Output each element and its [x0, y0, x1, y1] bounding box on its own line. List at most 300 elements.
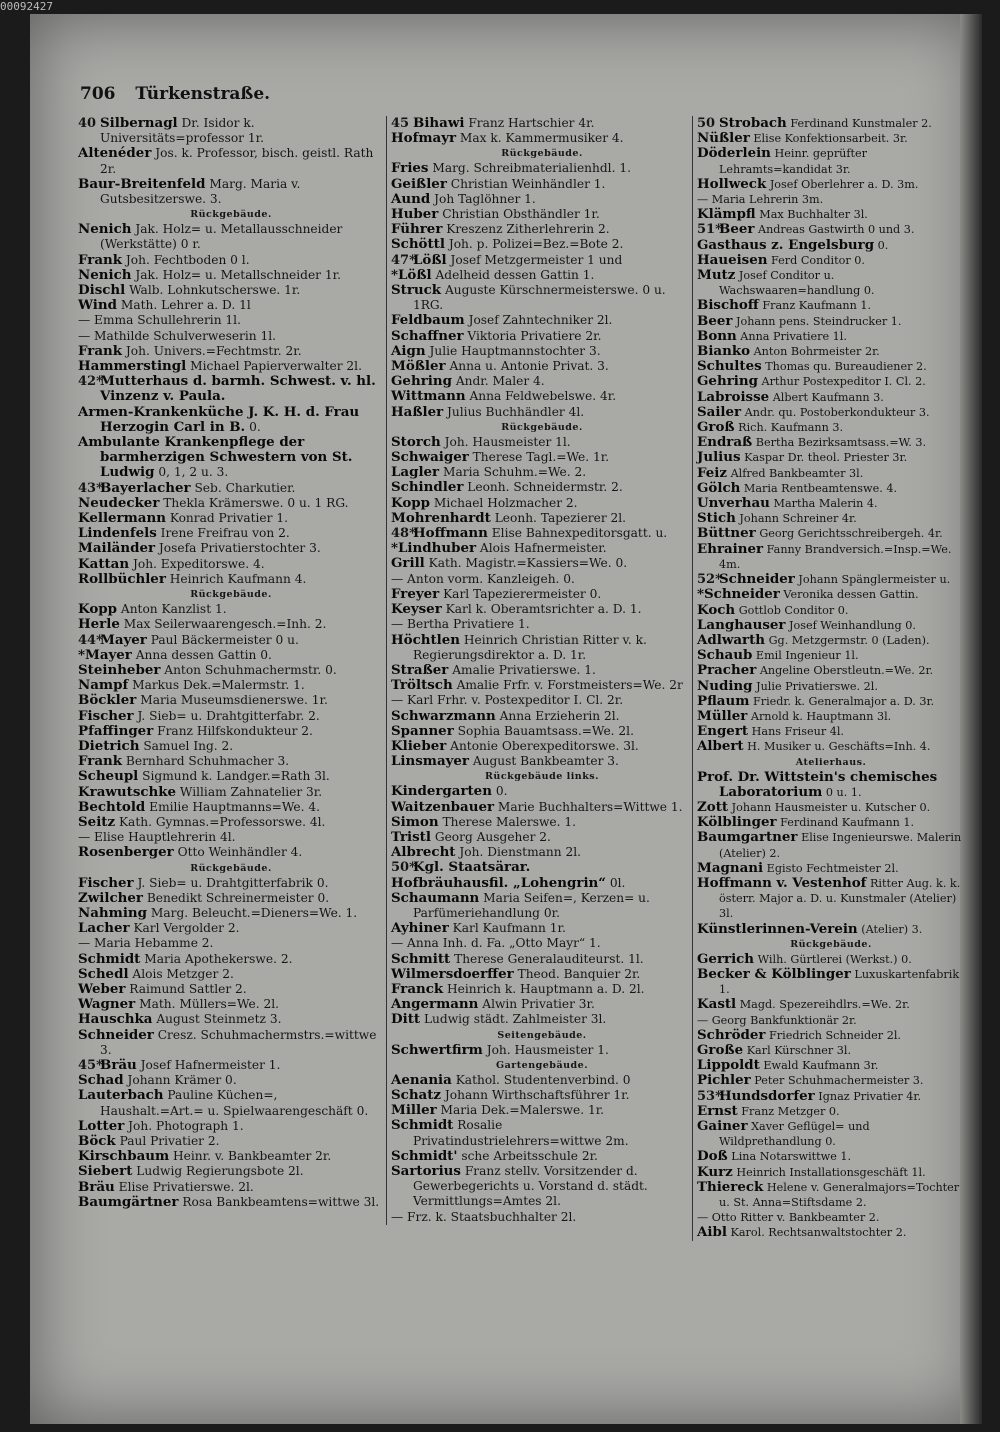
resident-details: Johann Wirthschaftsführer 1r. [444, 1087, 630, 1102]
directory-entry [391, 237, 693, 252]
directory-entry [697, 1073, 965, 1088]
directory-entry [697, 298, 965, 313]
directory-entry [391, 1103, 693, 1118]
resident-name: Hauschka [78, 1011, 153, 1028]
directory-entry [78, 906, 384, 921]
resident-name: Kurz [697, 1163, 733, 1180]
directory-entry [697, 450, 965, 465]
resident-name: Kirschbaum [78, 1148, 170, 1165]
resident-details: Joh Taglöhner 1. [434, 191, 536, 206]
directory-entry [391, 389, 693, 404]
house-number: 50* [391, 860, 416, 876]
directory-entry [391, 845, 693, 860]
resident-name: Miller [391, 1102, 437, 1119]
directory-entry [697, 1165, 965, 1180]
resident-details: Josef Metzgermeister 1 und [450, 252, 623, 267]
directory-entry [78, 1134, 384, 1149]
column-1 [78, 116, 384, 1210]
resident-name: Julius [697, 449, 741, 466]
resident-name: Ernst [697, 1102, 738, 1119]
resident-name: Gehring [391, 373, 452, 390]
resident-details: — Mathilde Schulverweserin 1l. [78, 328, 277, 343]
resident-name: Mutterhaus d. barmh. Schwest. v. hl. Vinzenz v. Paula. [100, 373, 376, 405]
directory-entry [697, 314, 965, 329]
resident-name: Mößler [391, 358, 446, 375]
directory-entry [697, 526, 965, 541]
directory-entry [697, 374, 965, 389]
resident-name: Wagner [78, 996, 136, 1013]
resident-details: Max Seilerwaarengesch.=Inh. 2. [123, 617, 327, 632]
directory-entry [78, 754, 384, 769]
resident-details: Markus Dek.=Malermstr. 1. [132, 678, 305, 693]
resident-details: Thomas qu. Bureaudiener 2. [765, 360, 927, 374]
resident-name: Pfaffinger [78, 722, 154, 739]
resident-details: Alois Hafnermeister. [479, 541, 607, 556]
column-3 [692, 116, 965, 1241]
resident-details: William Zahnatelier 3r. [179, 784, 323, 799]
directory-entry [391, 161, 693, 176]
resident-details: Josef Weinhandlung 0. [789, 618, 916, 632]
resident-name: Schwaiger [391, 449, 469, 466]
resident-details: Joh. Expeditorswe. 4. [132, 556, 265, 571]
resident-details: Ludwig städt. Zahlmeister 3l. [423, 1012, 607, 1027]
resident-name: Aenania [391, 1071, 452, 1088]
resident-details: Alwin Privatier 3r. [482, 997, 595, 1012]
directory-entry [78, 602, 384, 617]
resident-name: Neudecker [78, 494, 160, 511]
directory-entry [391, 283, 693, 313]
resident-details: Amalie Frfr. v. Forstmeisters=We. 2r [456, 678, 683, 693]
resident-details: Johann Spänglermeister u. [798, 573, 951, 587]
resident-name: Ditt [391, 1011, 421, 1028]
resident-details: Irene Freifrau von 2. [160, 526, 290, 541]
directory-entry [78, 541, 384, 556]
directory-entry [78, 283, 384, 298]
resident-details: Ignaz Privatier 4r. [818, 1089, 922, 1103]
resident-details: Helene v. Generalmajors=Tochter u. St. Anna=Stiftsdame 2. [719, 1180, 960, 1210]
resident-details: Karl Kürschner 3l. [746, 1043, 852, 1057]
page-number: 706 [80, 84, 116, 104]
resident-details: 0 u. 1. [825, 785, 862, 799]
directory-entry [391, 222, 693, 237]
resident-name: *Mayer [78, 646, 132, 663]
directory-entry [78, 921, 384, 936]
resident-name: Kopp [391, 494, 431, 511]
resident-details: Xaver Geflügel= und Wildprethandlung 0. [719, 1120, 870, 1149]
resident-details: Ewald Kaufmann 3r. [763, 1059, 879, 1073]
resident-name: Baumgartner [697, 829, 798, 846]
resident-name: Schindler [391, 479, 464, 496]
resident-details: Andr. qu. Postoberkondukteur 3. [744, 405, 930, 419]
resident-details: Karl Vergolder 2. [133, 921, 240, 936]
resident-details: — Maria Hebamme 2. [78, 936, 214, 951]
resident-name: Rollbüchler [78, 570, 166, 587]
resident-details: Viktoria Privatiere 2r. [467, 328, 602, 343]
resident-name: Groß [697, 419, 735, 436]
resident-name: Nenich [78, 221, 132, 238]
resident-details: Julie Privatierswe. 2l. [756, 679, 878, 693]
directory-entry [391, 663, 693, 678]
section-heading: Rückgebäude. [790, 938, 872, 950]
resident-name: Bihawi [413, 115, 465, 131]
resident-name: Langhauser [697, 616, 786, 633]
resident-name: Engert [697, 723, 749, 740]
resident-details: Anton Schuhmachermstr. 0. [164, 662, 337, 677]
resident-details: J. Sieb= u. Drahtgitterfabr. 2. [137, 708, 320, 723]
resident-details: Johann Krämer 0. [127, 1073, 237, 1088]
directory-entry [78, 481, 384, 496]
directory-entry [78, 1164, 384, 1179]
directory-entry [697, 770, 965, 800]
directory-entry [697, 1028, 965, 1043]
resident-name: Bischoff [697, 297, 759, 314]
resident-name: Kölblinger [697, 814, 777, 831]
directory-entry [391, 815, 693, 830]
directory-entry [391, 800, 693, 815]
resident-name: Struck [391, 282, 442, 299]
directory-entry [78, 1058, 384, 1073]
directory-entry [78, 253, 384, 268]
resident-details: Paul Bäckermeister 0 u. [150, 632, 299, 647]
directory-entry [391, 967, 693, 982]
resident-details: Kaspar Dr. theol. Priester 3r. [744, 451, 908, 465]
resident-name: Weber [78, 980, 126, 997]
resident-details: 0l. [609, 875, 626, 890]
resident-name: Zott [697, 798, 729, 815]
resident-details: Marg. Schreibmaterialienhdl. 1. [432, 161, 631, 176]
resident-details: Heinr. geprüfter Lehramts=kandidat 3r. [719, 147, 867, 176]
directory-entry [391, 511, 693, 526]
resident-name: Frank [78, 251, 123, 268]
street-title: Türkenstraße. [135, 84, 271, 104]
resident-details: Paul Privatier 2. [119, 1134, 220, 1148]
directory-entry [391, 374, 693, 389]
resident-name: Armen-Krankenküche J. K. H. d. Frau Herzogin Carl in B. [78, 403, 360, 435]
resident-details: Karol. Rechtsanwaltstochter 2. [730, 1226, 907, 1240]
directory-entry [697, 435, 965, 450]
resident-details: Bernhard Schuhmacher 3. [125, 754, 290, 769]
directory-entry [78, 1119, 384, 1134]
resident-details: Rosalie Privatindustrielehrers=wittwe 2m. [413, 1118, 629, 1148]
resident-details: Elise Konfektionsarbeit. 3r. [753, 132, 908, 146]
directory-entry [78, 374, 384, 404]
directory-entry [78, 557, 384, 572]
resident-name: Bonn [697, 327, 737, 344]
resident-details: Dr. Isidor k. Universitäts=professor 1r. [100, 116, 264, 146]
directory-entry [78, 405, 384, 435]
resident-name: Ehrainer [697, 540, 764, 557]
directory-entry [697, 724, 965, 739]
resident-details: Seb. Charkutier. [194, 480, 296, 495]
resident-details: Adelheid dessen Gattin 1. [435, 267, 595, 282]
section-heading: Gartengebäude. [496, 1059, 588, 1071]
resident-details: Anna dessen Gattin 0. [135, 647, 272, 662]
resident-name: Ambulante Krankenpflege der barmherzigen Schwestern von St. Ludwig [78, 434, 353, 481]
directory-entry [78, 329, 384, 344]
resident-details: Sigmund k. Landger.=Rath 3l. [142, 769, 330, 784]
resident-name: Geißler [391, 175, 447, 192]
resident-name: Nahming [78, 904, 148, 921]
resident-name: *Schneider [697, 586, 780, 603]
resident-name: Schad [78, 1072, 124, 1089]
resident-name: Sartorius [391, 1163, 461, 1179]
resident-name: Nüßler [697, 130, 750, 147]
resident-name: Schaffner [391, 327, 464, 344]
resident-name: Döderlein [697, 145, 771, 162]
directory-entry [78, 1180, 384, 1195]
house-number: 45 [391, 116, 410, 131]
resident-name: Rosenberger [78, 844, 174, 861]
resident-details: Sophia Bauamtsass.=We. 2l. [457, 723, 634, 738]
directory-entry [697, 1180, 965, 1210]
resident-details: Michael Holzmacher 2. [433, 495, 578, 510]
resident-name: Wilmersdoerffer [391, 965, 514, 982]
resident-name: Wind [78, 297, 117, 314]
resident-name: Spanner [391, 722, 454, 739]
resident-details: Joh. Hausmeister 1. [486, 1042, 609, 1057]
directory-entry [391, 1012, 693, 1027]
resident-details: Egisto Fechtmeister 2l. [766, 861, 899, 875]
directory-entry [391, 982, 693, 997]
resident-name: Gasthaus z. Engelsburg [697, 236, 875, 253]
resident-details: Hans Friseur 4l. [751, 725, 844, 739]
resident-name: Kellermann [78, 510, 166, 527]
directory-entry [697, 131, 965, 146]
directory-entry [78, 146, 384, 176]
directory-entry [391, 587, 693, 602]
resident-details: Samuel Ing. 2. [143, 738, 234, 753]
resident-details: Friedr. k. Generalmajor a. D. 3r. [752, 694, 935, 708]
section-heading: Rückgebäude links. [485, 771, 599, 783]
directory-entry [697, 253, 965, 268]
resident-details: Luxuskartenfabrik 1. [719, 967, 960, 997]
resident-name: Feiz [697, 464, 727, 481]
resident-details: Arnold k. Hauptmann 3l. [750, 709, 892, 723]
directory-entry [78, 344, 384, 359]
resident-name: Freyer [391, 585, 440, 602]
resident-details: Pauline Küchen=, Haushalt.=Art.= u. Spielwaarengeschäft 0. [100, 1088, 369, 1118]
house-number: 47* [391, 252, 416, 268]
resident-name: Angermann [391, 996, 479, 1013]
directory-entry [697, 344, 965, 359]
directory-entry [78, 1028, 384, 1058]
resident-details: Christian Obsthändler 1r. [442, 207, 600, 222]
directory-entry [697, 572, 965, 587]
resident-details: Heinrich Kaufmann 4. [169, 571, 307, 586]
resident-details: H. Musiker u. Geschäfts=Inh. 4. [747, 740, 931, 754]
directory-entry [78, 511, 384, 526]
resident-name: Scheupl [78, 768, 139, 785]
resident-details: — Karl Frhr. v. Postexpeditor I. Cl. 2r. [391, 693, 624, 708]
house-number: 53* [697, 1088, 722, 1104]
directory-entry [697, 922, 965, 937]
resident-name: Bräu [78, 1178, 115, 1195]
directory-entry [391, 1149, 693, 1164]
resident-details: sche Arbeitsschule 2r. [461, 1148, 598, 1163]
resident-name: Schaumann [391, 889, 480, 906]
resident-name: Aibl [697, 1224, 727, 1241]
directory-entry [78, 359, 384, 374]
resident-name: Koch [697, 601, 736, 618]
section-heading: Rückgebäude. [190, 589, 272, 601]
resident-name: Gehring [697, 373, 758, 390]
resident-name: Gölch [697, 479, 741, 496]
resident-name: Kindergarten [391, 783, 492, 800]
directory-entry [391, 359, 693, 374]
directory-entry [697, 648, 965, 663]
section-heading: Atelierhaus. [795, 756, 867, 768]
resident-details: Elise Ingenieurswe. Malerin (Atelier) 2. [719, 831, 962, 860]
directory-entry [78, 1073, 384, 1088]
resident-name: Kastl [697, 996, 737, 1013]
house-number: 43* [78, 480, 103, 496]
resident-name: Schröder [697, 1026, 766, 1043]
resident-details: Friedrich Schneider 2l. [769, 1028, 901, 1042]
directory-entry [78, 678, 384, 693]
resident-name: Magnani [697, 859, 764, 876]
resident-details: Fanny Brandversich.=Insp.=We. 4m. [719, 542, 952, 571]
directory-entry [391, 131, 693, 146]
resident-details: Theod. Banquier 2r. [517, 966, 641, 981]
directory-entry [78, 313, 384, 328]
resident-name: Lindenfels [78, 525, 157, 542]
house-number: 48* [391, 526, 416, 542]
resident-name: Herle [78, 616, 120, 633]
resident-details: 0, 1, 2 u. 3. [158, 465, 229, 480]
directory-entry [697, 329, 965, 344]
resident-details: Ritter Aug. k. k. österr. Major a. D. u. Kunstmaler (Atelier) 3l. [719, 876, 961, 921]
resident-details: Gg. Metzgermstr. 0 (Laden). [768, 633, 930, 647]
directory-entry [78, 952, 384, 967]
resident-name: Linsmayer [391, 753, 469, 770]
directory-entry [697, 1104, 965, 1119]
directory-entry [78, 572, 384, 587]
resident-details: Marg. Beleucht.=Dieners=We. 1. [150, 905, 358, 920]
resident-details: Math. Müllers=We. 2l. [139, 997, 279, 1012]
resident-details: Emilie Hauptmanns=We. 4. [149, 799, 320, 814]
directory-entry [697, 1119, 965, 1149]
resident-name: Gerrich [697, 950, 755, 967]
directory-entry [697, 618, 965, 633]
directory-entry [391, 465, 693, 480]
directory-entry [697, 207, 965, 222]
resident-name: Zwilcher [78, 889, 143, 906]
resident-details: Rosa Bankbeamtens=wittwe 3l. [182, 1194, 380, 1209]
resident-name: Adlwarth [697, 631, 766, 648]
resident-name: Hoffmann v. Vestenhof [697, 874, 867, 891]
resident-details: Antonie Oberexpeditorswe. 3l. [450, 738, 639, 753]
resident-details: Joh. Dienstmann 2l. [459, 845, 582, 860]
resident-details: Johann pens. Steindrucker 1. [735, 314, 902, 328]
directory-entry [78, 648, 384, 663]
resident-details: Gottlob Conditor 0. [738, 603, 849, 617]
resident-details: Christian Weinhändler 1. [450, 176, 606, 191]
directory-entry [697, 587, 965, 602]
resident-name: Müller [697, 707, 748, 724]
resident-details: Maria Dek.=Malerswe. 1r. [440, 1103, 605, 1118]
resident-details: Franz Hilfskondukteur 2. [157, 723, 313, 738]
resident-details: Max k. Kammermusiker 4. [459, 131, 624, 146]
resident-details: Josef Oberlehrer a. D. 3m. [769, 177, 919, 191]
resident-name: Böck [78, 1133, 116, 1149]
directory-entry [697, 511, 965, 526]
directory-entry [391, 116, 693, 131]
resident-details: Karl Kaufmann 1r. [452, 921, 566, 936]
resident-name: Storch [391, 433, 441, 450]
resident-name: Nampf [78, 677, 129, 694]
resident-name: Schultes [697, 358, 762, 375]
resident-name: Künstlerinnen-Verein [697, 920, 858, 937]
resident-name: Gainer [697, 1118, 748, 1134]
directory-entry [391, 936, 693, 951]
resident-name: Frank [78, 753, 123, 770]
resident-name: Franck [391, 980, 444, 997]
directory-entry [697, 694, 965, 709]
resident-details: Heinrich Installationsgeschäft 1l. [736, 1165, 926, 1179]
column-2 [386, 116, 693, 1225]
resident-name: Becker & Kölblinger [697, 965, 851, 982]
directory-entry [697, 739, 965, 754]
directory-entry [697, 709, 965, 724]
resident-name: Bayerlacher [100, 479, 191, 496]
resident-details: Leonh. Schneidermstr. 2. [467, 480, 623, 495]
directory-entry [78, 298, 384, 313]
directory-entry [78, 982, 384, 997]
resident-details: Josef Hafnermeister 1. [140, 1057, 281, 1072]
resident-details: Emil Ingenieur 1l. [755, 649, 859, 663]
directory-entry [391, 678, 693, 693]
resident-details: Kath. Gymnas.=Professorswe. 4l. [118, 814, 326, 829]
resident-details: Therese Generalauditeurst. 1l. [454, 951, 644, 966]
directory-entry [78, 222, 384, 252]
directory-entry [391, 739, 693, 754]
resident-details: Anna Erzieherin 2l. [499, 708, 620, 723]
resident-name: Dietrich [78, 737, 140, 754]
directory-entry [78, 435, 384, 481]
resident-details: — Bertha Privatiere 1. [391, 617, 530, 632]
resident-details: Josefa Privatierstochter 3. [158, 541, 321, 556]
house-number: 42* [78, 374, 103, 390]
resident-details: Anna Feldwebelswe. 4r. [469, 389, 617, 404]
resident-name: Schneider [719, 571, 795, 588]
resident-details: Andreas Gastwirth 0 und 3. [757, 223, 915, 237]
directory-entry [78, 967, 384, 982]
directory-entry [78, 663, 384, 678]
resident-details: Joh. Univers.=Fechtmstr. 2r. [125, 343, 302, 358]
resident-details: Jak. Holz= u. Metallschneider 1r. [135, 267, 341, 282]
directory-entry [697, 1013, 965, 1028]
resident-details: Anton Kanzlist 1. [120, 602, 227, 617]
directory-entry [391, 435, 693, 450]
directory-entry [78, 496, 384, 511]
resident-details: Arthur Postexpeditor I. Cl. 2. [761, 375, 926, 389]
resident-name: Bräu [100, 1056, 137, 1073]
resident-details: Rich. Kaufmann 3. [738, 421, 844, 435]
directory-entry [697, 359, 965, 374]
directory-entry [697, 146, 965, 176]
resident-name: Krawutschke [78, 783, 177, 800]
directory-entry [78, 693, 384, 708]
directory-entry [78, 800, 384, 815]
resident-name: Klieber [391, 737, 447, 754]
resident-details: 0. [877, 238, 889, 252]
resident-details: Anna u. Antonie Privat. 3. [449, 359, 609, 374]
resident-name: Schedl [78, 965, 129, 982]
resident-name: Bechtold [78, 798, 146, 815]
directory-entry [697, 679, 965, 694]
directory-entry [697, 800, 965, 815]
directory-entry [78, 724, 384, 739]
